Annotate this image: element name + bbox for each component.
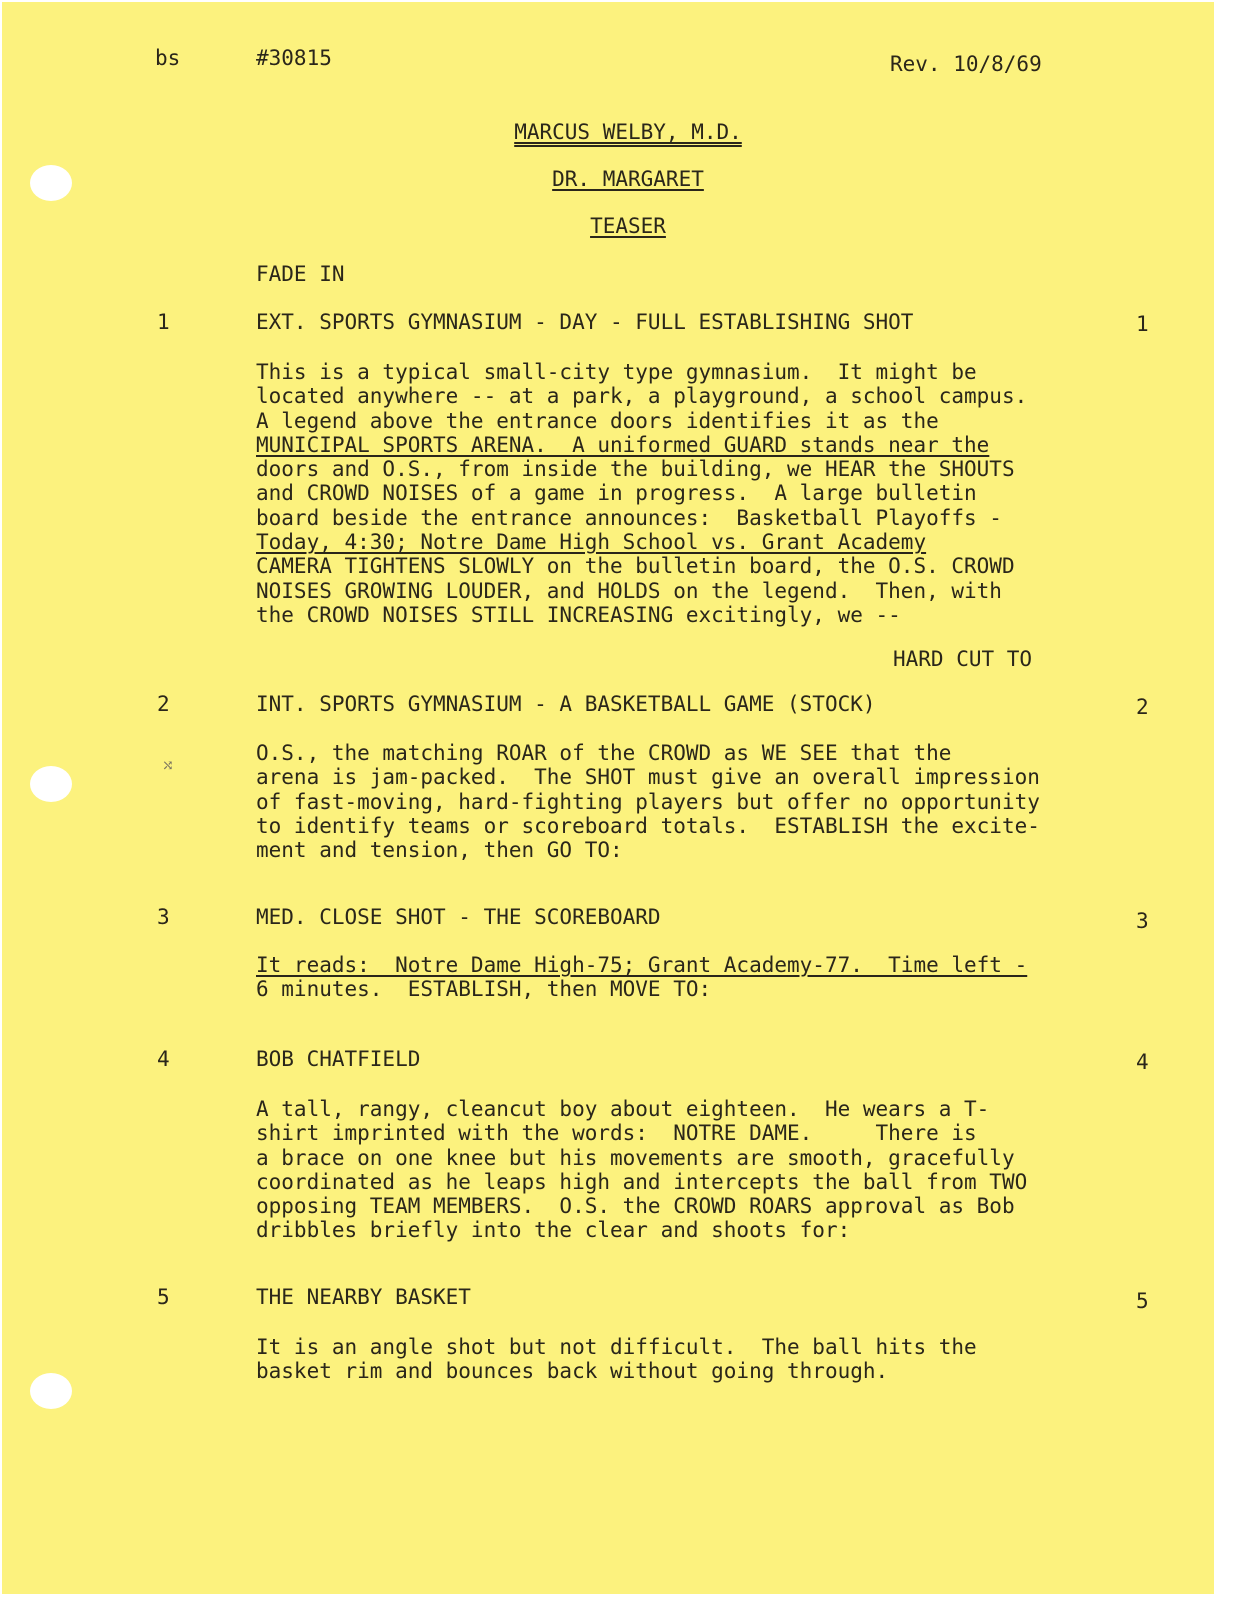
scene-number-right: 2	[1136, 695, 1149, 719]
episode-title: DR. MARGARET	[552, 167, 704, 191]
typist-initials: bs	[155, 46, 181, 70]
text-line: shirt imprinted with the words: NOTRE DAME. There is	[256, 1121, 977, 1146]
scene-number-left: 4	[157, 1047, 170, 1071]
scene-number-right: 5	[1136, 1289, 1149, 1313]
scene-description	[256, 741, 1040, 862]
scene-description	[256, 1097, 1027, 1243]
text-line: opposing TEAM MEMBERS. O.S. the CROWD ROARS approval as Bob	[256, 1194, 1015, 1219]
text-line: and CROWD NOISES of a game in progress. A large bulletin	[256, 481, 977, 506]
margin-mark: ⤭	[162, 758, 174, 774]
text-line: the CROWD NOISES STILL INCREASING excitingly, we --	[256, 602, 901, 627]
scene-heading: INT. SPORTS GYMNASIUM - A BASKETBALL GAME (STOCK)	[256, 692, 876, 716]
text-line: This is a typical small-city type gymnasium. It might be	[256, 360, 977, 384]
scene-number-left: 2	[157, 692, 170, 716]
scene-number-right: 3	[1136, 909, 1149, 933]
text-line: Today, 4:30; Notre Dame High School vs. Grant Academy	[256, 530, 927, 555]
text-line: arena is jam-packed. The SHOT must give an overall impression	[256, 765, 1040, 790]
text-line: coordinated as he leaps high and intercepts the ball from TWO	[256, 1169, 1028, 1194]
text-line: of fast-moving, hard-fighting players but offer no opportunity	[256, 789, 1040, 814]
scene-description	[256, 360, 1027, 627]
scene-description	[256, 953, 1027, 1002]
text-line: board beside the entrance announces: Basketball Playoffs -	[256, 505, 1002, 530]
fade-in: FADE IN	[256, 262, 345, 286]
text-line: ment and tension, then GO TO:	[256, 838, 623, 863]
text-line: basket rim and bounces back without going through.	[256, 1359, 889, 1384]
scene-heading: BOB CHATFIELD	[256, 1047, 421, 1071]
punch-hole	[30, 766, 72, 802]
text-line: O.S., the matching ROAR of the CROWD as WE SEE that the	[256, 741, 952, 765]
script-number: #30815	[256, 46, 332, 70]
text-line: It is an angle shot but not difficult. The ball hits the	[256, 1335, 977, 1359]
text-line: A tall, rangy, cleancut boy about eighteen. He wears a T-	[256, 1097, 990, 1121]
text-line: doors and O.S., from inside the building, we HEAR the SHOUTS	[256, 457, 1015, 482]
scene-number-right: 4	[1136, 1050, 1149, 1074]
text-line: MUNICIPAL SPORTS ARENA. A uniformed GUARD stands near the	[256, 432, 990, 457]
act-title: TEASER	[590, 214, 666, 238]
revision-date: Rev. 10/8/69	[890, 52, 1042, 76]
scene-heading: EXT. SPORTS GYMNASIUM - DAY - FULL ESTABLISHING SHOT	[256, 310, 914, 334]
text-line: to identify teams or scoreboard totals. ESTABLISH the excite-	[256, 813, 1040, 838]
text-line: located anywhere -- at a park, a playground, a school campus.	[256, 384, 1028, 409]
scene-number-left: 5	[157, 1285, 170, 1309]
text-line: 6 minutes. ESTABLISH, then MOVE TO:	[256, 977, 712, 1002]
text-line: NOISES GROWING LOUDER, and HOLDS on the legend. Then, with	[256, 578, 1002, 603]
script-page	[2, 2, 1214, 1594]
scene-heading: MED. CLOSE SHOT - THE SCOREBOARD	[256, 905, 661, 929]
transition: HARD CUT TO	[893, 647, 1033, 671]
scene-description	[256, 1335, 977, 1384]
scene-number-left: 3	[157, 905, 170, 929]
scene-number-left: 1	[157, 310, 170, 334]
text-line: A legend above the entrance doors identifies it as the	[256, 408, 939, 433]
text-line: dribbles briefly into the clear and shoots for:	[256, 1218, 851, 1243]
scene-number-right: 1	[1136, 312, 1149, 336]
text-line: a brace on one knee but his movements are smooth, gracefully	[256, 1145, 1015, 1170]
scene-heading: THE NEARBY BASKET	[256, 1285, 471, 1309]
punch-hole	[30, 1373, 72, 1409]
text-line: CAMERA TIGHTENS SLOWLY on the bulletin board, the O.S. CROWD	[256, 554, 1015, 579]
text-line: It reads: Notre Dame High-75; Grant Academy-77. Time left -	[256, 953, 1028, 977]
show-title: MARCUS WELBY, M.D.	[514, 120, 742, 144]
